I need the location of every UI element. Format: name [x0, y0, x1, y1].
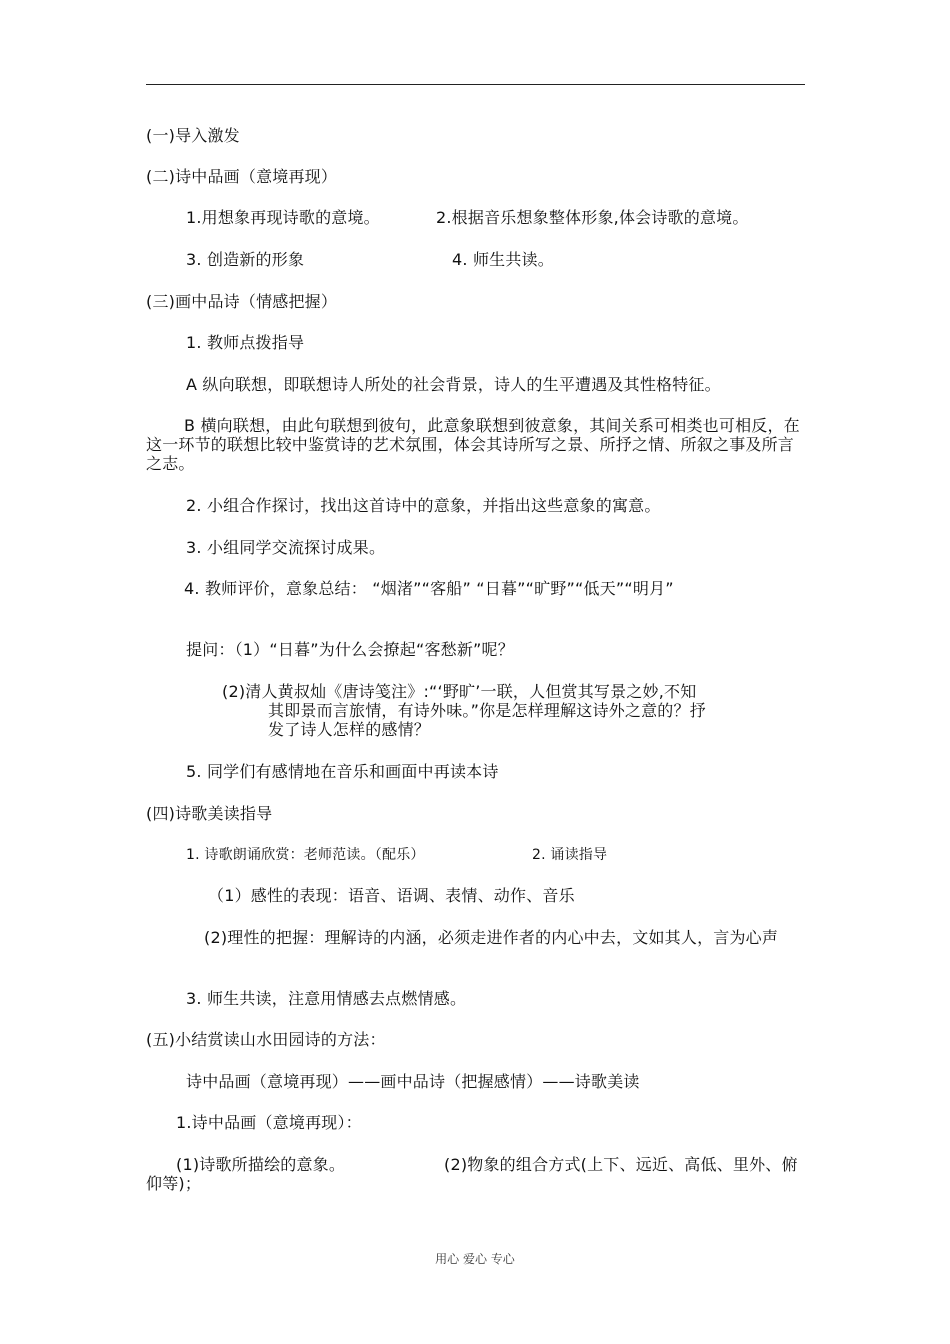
section-3-question-2-line-1: (2)清人黄叔灿《唐诗笺注》:“‘野旷’一联，人但赏其写景之妙,不知 [222, 682, 697, 701]
section-4-point-2: (2)理性的把握：理解诗的内涵，必须走进作者的内心中去，文如其人，言为心声 [204, 928, 779, 947]
section-3-point-b: B 横向联想，由此句联想到彼句，此意象联想到彼意象，其间关系可相类也可相反，在这一环节的联想比较中鉴赏诗的艺术氛围，体会其诗所写之景、所抒之情、所叙之事及所言之志。 [146, 416, 800, 473]
section-4-item-2: 2. 诵读指导 [532, 847, 608, 863]
section-4-item-1: 1. 诗歌朗诵欣赏：老师范读。（配乐） [186, 847, 425, 863]
section-3-item-1: 1. 教师点拨指导 [186, 333, 305, 352]
header-rule [146, 84, 805, 85]
section-5-point-1: (1)诗歌所描绘的意象。 [176, 1155, 346, 1174]
section-3-item-2: 2. 小组合作探讨，找出这首诗中的意象，并指出这些意象的寓意。 [186, 496, 661, 515]
section-4-heading: (四)诗歌美读指导 [146, 804, 273, 823]
section-3-point-a: A 纵向联想，即联想诗人所处的社会背景，诗人的生平遭遇及其性格特征。 [186, 375, 721, 394]
section-4-item-3: 3. 师生共读，注意用情感去点燃情感。 [186, 989, 467, 1008]
section-1-heading: (一)导入激发 [146, 126, 240, 145]
section-5-item-1: 1.诗中品画（意境再现）： [176, 1113, 362, 1132]
section-3-item-5: 5. 同学们有感情地在音乐和画面中再读本诗 [186, 762, 499, 781]
section-2-heading: (二)诗中品画（意境再现） [146, 167, 338, 186]
section-3-question-2-line-3: 发了诗人怎样的感情？ [268, 720, 431, 739]
section-3-heading: (三)画中品诗（情感把握） [146, 292, 338, 311]
section-2-item-1: 1.用想象再现诗歌的意境。 [186, 208, 380, 227]
section-5-point-2: (2)物象的组合方式(上下、远近、高低、里外、俯仰等)； [146, 1155, 798, 1193]
section-2-item-3: 3. 创造新的形象 [186, 250, 305, 269]
section-5-heading: (五)小结赏读山水田园诗的方法： [146, 1030, 386, 1049]
section-3-question-2-line-2: 其即景而言旅情，有诗外味。”你是怎样理解这诗外之意的？抒 [268, 701, 706, 720]
section-3-question-1: 提问：（1）“日暮”为什么会撩起“客愁新”呢？ [186, 640, 514, 659]
section-4-point-1: （1）感性的表现：语音、语调、表情、动作、音乐 [208, 886, 575, 905]
section-2-item-2: 2.根据音乐想象整体形象,体会诗歌的意境。 [436, 208, 749, 227]
section-3-item-3: 3. 小组同学交流探讨成果。 [186, 538, 386, 557]
section-2-item-4: 4. 师生共读。 [452, 250, 554, 269]
section-5-flow: 诗中品画（意境再现）——画中品诗（把握感情）——诗歌美读 [186, 1072, 640, 1091]
page-footer: 用心 爱心 专心 [435, 1252, 515, 1266]
section-3-item-4: 4. 教师评价，意象总结： “烟渚”“客船” “日暮”“旷野”“低天”“明月” [184, 579, 674, 598]
